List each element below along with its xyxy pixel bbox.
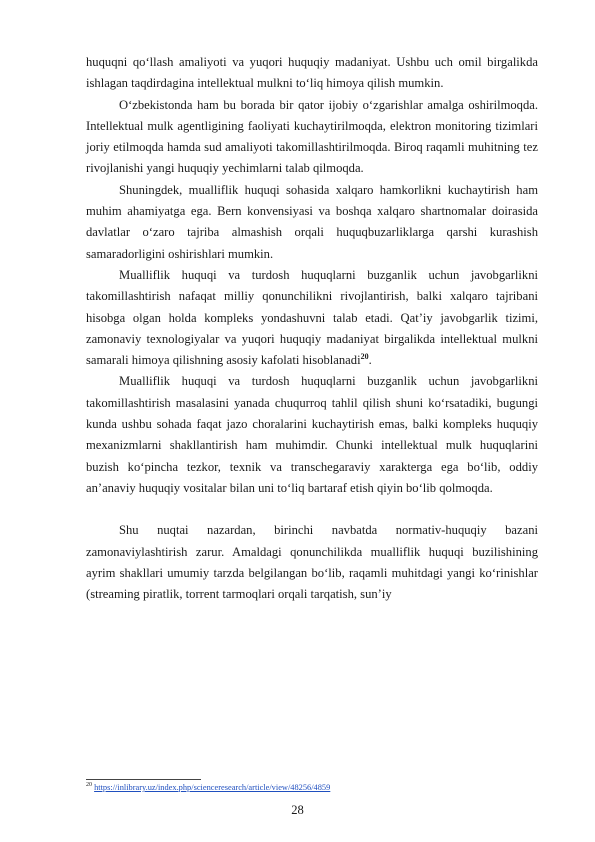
paragraph-deeper-analysis	[86, 371, 538, 499]
footnote-link[interactable]: https://inlibrary.uz/index.php/scienceresearch/article/view/48256/4859	[94, 783, 331, 792]
paragraph-text: Mualliflik huquqi va turdosh huquqlarni buzganlik uchun javobgarlikni takomillashtirish masalasini yanada chuqurroq tahlil qilish shuni ko‘rsatadiki, bugungi kunda ushbu sohada faqat jazo choralarini kuchaytirish emas, balki kompleks huquqiy mexanizmlarni shakllantirish ham muhimdir. Chunki intellektual mulk huquqlarini buzish ko‘pincha tezkor, texnik va transchegaraviy xarakterga ega bo‘lib, oddiy an’anaviy huquqiy vositalar bilan uni to‘liq bartaraf etish qiyin bo‘lib qolmoqda.	[86, 374, 538, 495]
page-number: 28	[291, 803, 304, 817]
footnote-number: 20	[86, 782, 92, 789]
paragraph-tail: .	[368, 353, 372, 368]
paragraph-continuation	[86, 52, 538, 95]
footnote	[86, 782, 538, 793]
paragraph-uzbekistan-changes	[86, 95, 538, 180]
paragraph-text: Shu nuqtai nazardan, birinchi navbatda normativ-huquqiy bazani zamonaviylashtirish zarur. Amaldagi qonunchilikda mualliflik huquqi buzilishining ayrim shakllari umumiy tarzda belgilangan bo‘lib, raqamli muhitdagi yangi ko‘rinishlar (streaming piratlik, torrent tarmoqlari orqali tarqatish, sun’iy	[86, 523, 538, 602]
paragraph-text: huquqni qo‘llash amaliyoti va yuqori huquqiy madaniyat. Ushbu uch omil birgalikda ishlagan taqdirdagina intellektual mulkni to‘liq himoya qilish mumkin.	[86, 55, 538, 91]
paragraph-liability-improvement	[86, 265, 538, 371]
footnote-divider	[86, 779, 201, 780]
paragraph-international-cooperation	[86, 180, 538, 265]
paragraph-text: O‘zbekistonda ham bu borada bir qator ijobiy o‘zgarishlar amalga oshirilmoqda. Intellektual mulk agentligining faoliyati kuchaytirilmoqda, elektron monitoring tizimlari joriy etilmoqda hamda sud amaliyoti takomillashtirilmoqda. Biroq raqamli muhitning tez rivojlanishi yangi huquqiy yechimlarni talab qilmoqda.	[86, 97, 538, 176]
paragraph-normative-base	[86, 520, 538, 605]
body-text	[86, 52, 538, 605]
paragraph-text: Mualliflik huquqi va turdosh huquqlarni buzganlik uchun javobgarlikni takomillashtirish nafaqat milliy qonunchilikni rivojlantirish, balki xalqaro tajribani hisobga olgan holda kompleks yondashuvni talab etadi. Qat’iy javobgarlik tizimi, zamonaviy texnologiyalar va yuqori huquqiy madaniyat birgalikda intellektual mulkni samarali himoya qilishning asosiy kafolati hisoblanadi	[86, 267, 538, 368]
paragraph-text: Shuningdek, mualliflik huquqi sohasida xalqaro hamkorlikni kuchaytirish ham muhim ahamiyatga ega. Bern konvensiyasi va boshqa xalqaro shartnomalar doirasida davlatlar o‘zaro tajriba almashish orqali huquqbuzarliklarga qarshi kurashish samaradorligini oshirishlari mumkin.	[86, 182, 538, 261]
footnote-reference[interactable]: 20	[360, 351, 369, 361]
